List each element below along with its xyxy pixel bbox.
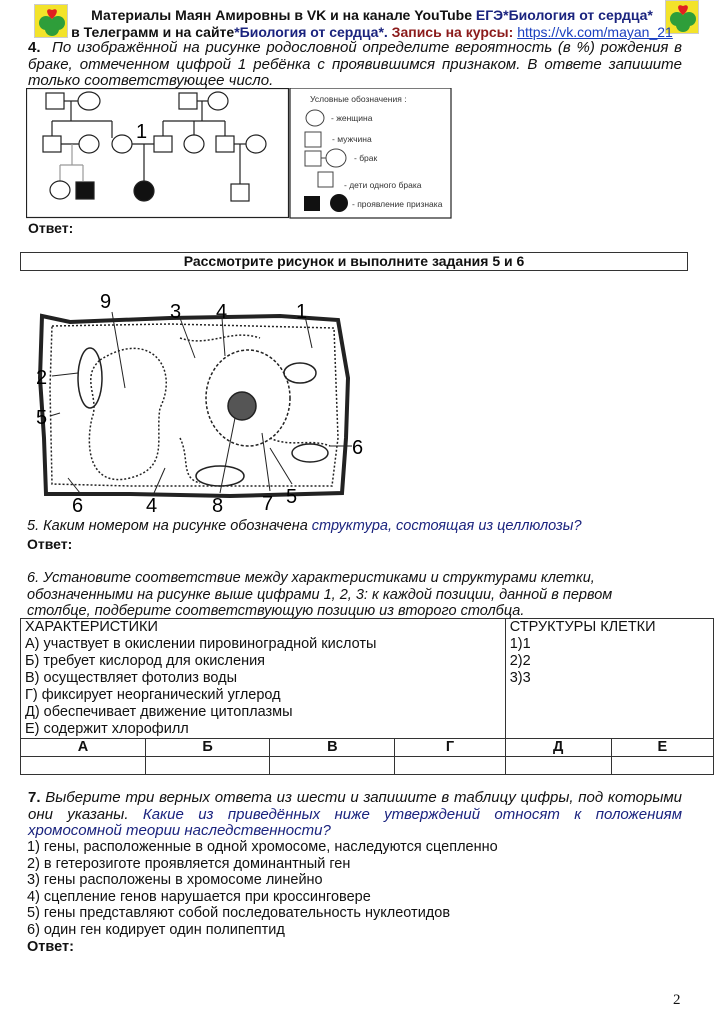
option-2: 2) в гетерозиготе проявляется доминантный ген: [27, 855, 351, 872]
answer-col-v: В: [270, 739, 395, 757]
q4-answer-label: Ответ:: [28, 220, 74, 236]
cell-label-7: 7: [262, 493, 274, 513]
option-6: 6) один ген кодирует один полипептид: [27, 921, 285, 938]
option-4: 4) сцепление генов нарушается при кроссинговере: [27, 888, 371, 905]
answer-col-e: Е: [611, 739, 713, 757]
option-1: 1) гены, расположенные в одной хромосоме, наследуются сцепленно: [27, 839, 498, 855]
answer-col-d: Д: [505, 739, 611, 757]
answer-col-g: Г: [395, 739, 505, 757]
answer-cell[interactable]: [21, 757, 146, 775]
answer-cell[interactable]: [505, 757, 611, 775]
plant-cell-diagram: [30, 288, 370, 513]
cell-label-9: 9: [100, 291, 112, 313]
cell-label-6-right: 6: [352, 437, 364, 459]
cell-label-3: 3: [170, 301, 182, 323]
answer-col-a: А: [21, 739, 146, 757]
cell-label-1: 1: [296, 301, 308, 323]
header-line-2: в Телеграмм и на сайте*Биология от сердца*. Запись на курсы: https://vk.com/mayan_21: [71, 24, 673, 40]
structure-1: 1)1: [509, 636, 531, 652]
legend-marriage: - брак: [354, 153, 378, 163]
characteristic-g: Г) фиксирует неорганический углерод: [25, 687, 281, 703]
legend-man: - мужчина: [332, 134, 372, 144]
q5-answer-label: Ответ:: [27, 536, 73, 552]
answer-cell[interactable]: [270, 757, 395, 775]
characteristic-a: А) участвует в окислении пировиноградной кислоты: [25, 636, 377, 652]
characteristic-b: Б) требует кислород для окисления: [25, 653, 266, 669]
answer-col-b: Б: [145, 739, 269, 757]
question-7: 7. Выберите три верных ответа из шести и запишите в таблицу цифры, под которыми они указаны. Какие из приведённых ниже утверждений относят к положениям хромосомной теории наследственности?: [28, 789, 682, 839]
legend-children: - дети одного брака: [344, 180, 422, 190]
section-banner: Рассмотрите рисунок и выполните задания 5 и 6: [20, 252, 688, 271]
cell-label-8: 8: [212, 495, 224, 513]
marriage-number: 1: [136, 121, 148, 143]
legend-title: Условные обозначения :: [310, 94, 407, 104]
option-3: 3) гены расположены в хромосоме линейно: [27, 872, 323, 889]
answer-cell[interactable]: [611, 757, 713, 775]
characteristic-v: В) осуществляет фотолиз воды: [25, 670, 238, 686]
question-5: 5. Каким номером на рисунке обозначена структура, состоящая из целлюлозы?: [27, 518, 582, 534]
matching-table: [20, 618, 714, 775]
cell-label-4-top: 4: [216, 301, 228, 323]
characteristics-header: ХАРАКТЕРИСТИКИ: [25, 619, 158, 635]
question-6: 6. Установите соответствие между характеристиками и структурами клетки, обозначенными на рисунке выше цифрами 1, 2, 3: к каждой позиции, данной в первом столбце, подберите соответствующую позицию из второго столбца.: [27, 570, 613, 619]
page-number: 2: [673, 992, 681, 1008]
pedigree-diagram: [26, 88, 454, 220]
q7-answer-label: Ответ:: [27, 938, 74, 955]
structure-3: 3)3: [509, 670, 531, 686]
cell-label-5-bottom: 5: [286, 486, 298, 508]
cell-label-4-bottom: 4: [146, 495, 158, 513]
structure-2: 2)2: [509, 653, 531, 669]
cell-label-2: 2: [36, 367, 48, 389]
structures-header: СТРУКТУРЫ КЛЕТКИ: [509, 619, 656, 635]
option-5: 5) гены представляют собой последовательность нуклеотидов: [27, 905, 451, 922]
cell-label-6-bottom: 6: [72, 495, 84, 513]
answer-cell[interactable]: [395, 757, 505, 775]
legend-trait: - проявление признака: [352, 199, 443, 209]
vk-link[interactable]: https://vk.com/mayan_21: [517, 24, 673, 40]
answer-cell[interactable]: [145, 757, 269, 775]
legend-woman: - женщина: [331, 113, 373, 123]
header-line-1: Материалы Маян Амировны в VK и на канале YouTube ЕГЭ*Биология от сердца*: [91, 7, 653, 23]
question-4: 4. По изображённой на рисунке родословной определите вероятность (в %) рождения в браке, отмеченном цифрой 1 ребёнка с проявившимся признаком. В ответе запишите только соответствующее число.: [28, 39, 682, 89]
characteristic-d: Д) обеспечивает движение цитоплазмы: [25, 704, 293, 720]
q7-options: [27, 839, 498, 955]
characteristic-e: Е) содержит хлорофилл: [25, 721, 189, 737]
cell-label-5-left: 5: [36, 407, 48, 429]
